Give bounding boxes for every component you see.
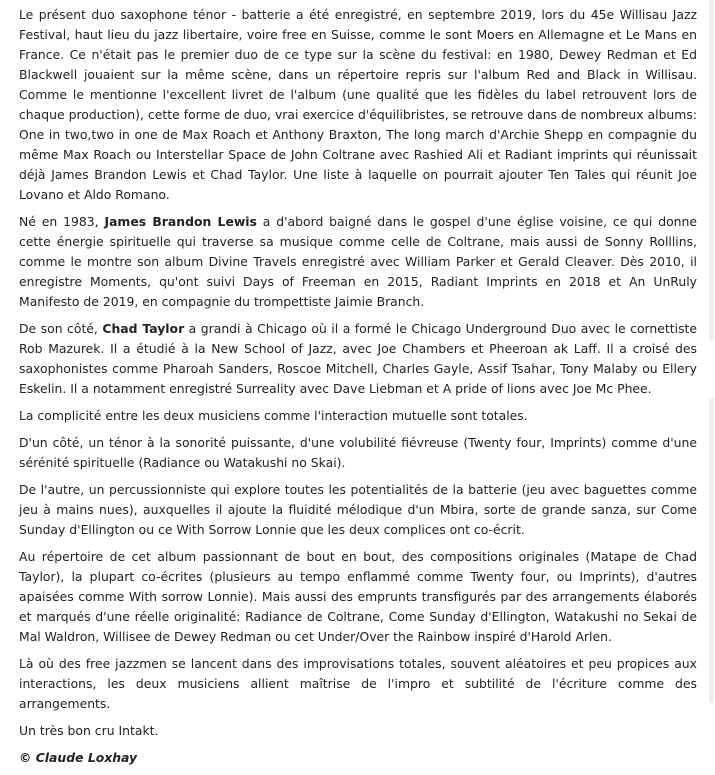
paragraph-text: De son côté, [19,321,103,336]
paragraph-percussion: De l'autre, un percussionniste qui explore toutes les potentialités de la batterie (jeu avec baguettes comme jeu à mains nues), auxquelles il ajoute la fluidité mélodique d'un Mbira, sorte de grande sanza, sur Come Sunday d'Ellington ou ce With Sorrow Lonnie que les deux complices ont co-écrit. [19,482,697,537]
author-signature: © Claude Loxhay [19,750,138,765]
paragraph-improvisation: Là où des free jazzmen se lancent dans des improvisations totales, souvent aléatoires et peu propices aux interactions, les deux musiciens allient maîtrise de l'impro et subtilité de l'écriture comme des arrangements. [19,656,697,711]
paragraph-repertoire: Au répertoire de cet album passionnant de bout en bout, des compositions originales (Matape de Chad Taylor), la plupart co-écrites (plusieurs au tempo enflammé comme Twenty four, ou Imprints), d'autres apaisées comme With sorrow Lonnie). Mais aussi des emprunts transfigurés par des arrangements élaborés et marqués d'une réelle originalité: Radiance de Coltrane, Come Sunday d'Ellington, Watakushi no Sekai de Mal Waldron, Willisee de Dewey Redman ou cet Under/Over the Rainbow inspiré d'Harold Arlen. [19,549,697,644]
paragraph-james-brandon-lewis [19,212,697,312]
paragraph-verdict: Un très bon cru Intakt. [19,723,159,738]
paragraph-complicity: La complicité entre les deux musiciens comme l'interaction mutuelle sont totales. [19,408,528,423]
paragraph-text: a d'abord baigné dans le gospel d'une église voisine, ce qui donne cette énergie spirituelle qui traverse sa musique comme celle de Coltrane, mais aussi de Sonny Rolllins, comme le montre son album Divine Travels enregistré avec William Parker et Gerald Cleaver. Dès 2010, il enregistre Moments, qu'ont suivi Days of Freeman en 2015, Radiant Imprints en 2018 et An UnRuly Manifesto de 2019, en compagnie du trompettiste Jaimie Branch. [19,214,697,309]
paragraph-tenor: D'un côté, un ténor à la sonorité puissante, d'une volubilité fiévreuse (Twenty four, Imprints) comme d'une sérénité spirituelle (Radiance ou Watakushi no Skai). [19,435,697,470]
paragraph-text: a grandi à Chicago où il a formé le Chicago Underground Duo avec le cornettiste Rob Mazurek. Il a étudié à la New School of Jazz, avec Joe Chambers et Pheeroan ak Laff. Il a croisé des saxophonistes comme Pharoah Sanders, Roscoe Mitchell, Charles Gayle, Assif Tsahar, Tony Malaby ou Ellery Eskelin. Il a notamment enregistré Surreality avec Dave Liebman et A pride of lions avec Joe Mc Phee. [19,321,698,396]
musician-name-james-brandon-lewis: James Brandon Lewis [104,214,257,229]
musician-name-chad-taylor: Chad Taylor [102,321,185,336]
paragraph-text: Né en 1983, [19,214,105,229]
scrollbar-segment-upper[interactable] [709,0,714,340]
paragraph-chad-taylor [19,319,697,399]
scrollbar-segment-lower[interactable] [709,398,714,703]
article-body [19,5,697,775]
paragraph-intro: Le présent duo saxophone ténor - batterie a été enregistré, en septembre 2019, lors du 45e Willisau Jazz Festival, haut lieu du jazz libertaire, voire free en Suisse, comme le sont Moers en Allemagne et Le Mans en France. Ce n'était pas le premier duo de ce type sur la scène du festival: en 1980, Dewey Redman et Ed Blackwell jouaient sur la même scène, dans un répertoire repris sur l'album Red and Black in Willisau. Comme le mentionne l'excellent livret de l'album (une qualité que les fidèles du label retrouvent lors de chaque production), cette forme de duo, vrai exercice d'équilibristes, se retrouve dans de nombreux albums: One in two,two in one de Max Roach et Anthony Braxton, The long march d'Archie Shepp en compagnie du même Max Roach ou Interstellar Space de John Coltrane avec Rashied Ali et Radiant imprints qui réunissait déjà James Brandon Lewis et Chad Taylor. Une liste à laquelle on pourrait ajouter Ten Tales qui réunit Joe Lovano et Aldo Romano. [19,7,697,202]
scrollbar-track[interactable] [707,0,715,703]
